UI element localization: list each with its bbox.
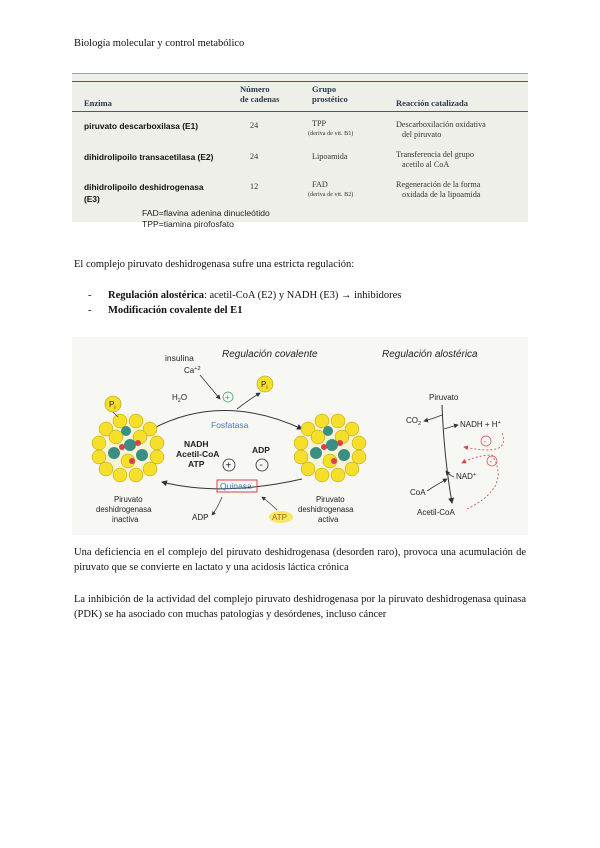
plus-sign: + (225, 460, 232, 472)
reaction-e1-1: Descarboxilación oxidativa (396, 120, 486, 129)
chains-e1: 24 (250, 121, 259, 130)
label-adp-top: ADP (252, 445, 270, 455)
col-chains-1: Número (240, 84, 270, 94)
active-1: Piruvato (316, 495, 345, 504)
page-header: Biología molecular y control metabólico (74, 38, 245, 49)
enzyme-e2: dihidrolipoilo transacetilasa (E2) (84, 152, 214, 162)
inactive-2: deshidrogenasa (96, 505, 152, 514)
minus-allo-1: - (483, 437, 487, 446)
reaction-e2-1: Transferencia del grupo (396, 150, 474, 159)
active-3: activa (318, 515, 339, 524)
col-group-2: prostético (312, 94, 348, 104)
group-e3: FAD (312, 180, 328, 189)
label-nadh: NADH (184, 439, 209, 449)
plus-top: + (225, 393, 230, 402)
footnote-fad: FAD=flavina adenina dinucleótido (142, 208, 270, 218)
enzyme-e3-1: dihidrolipoilo deshidrogenasa (84, 182, 204, 192)
label-atp-bottom: ATP (272, 513, 287, 522)
inactive-1: Piruvato (114, 495, 143, 504)
group-e2: Lipoamida (312, 152, 348, 161)
enzyme-e1: piruvato descarboxilasa (E1) (84, 121, 199, 131)
col-group-1: Grupo (312, 84, 337, 94)
allo-coa: CoA (410, 488, 426, 497)
reaction-e2-2: acetilo al CoA (402, 160, 450, 169)
ca-text: Ca (184, 366, 195, 375)
allo-piruvato: Piruvato (429, 393, 459, 402)
label-quinasa: Quinasa (220, 481, 252, 491)
h2o-sub: 2 (177, 398, 181, 404)
h2o-h: H (172, 393, 178, 402)
enzyme-cluster-inactive (92, 413, 164, 482)
enzyme-table (72, 73, 528, 222)
label-fosfatasa: Fosfatasa (211, 420, 249, 430)
group-e1: TPP (312, 119, 327, 128)
col-reaction: Reacción catalizada (396, 98, 468, 108)
col-chains-2: de cadenas (240, 94, 280, 104)
paragraph-pdk: La inhibición de la actividad del complejo piruvato deshidrogenasa por la piruvato deshidrogenasa quinasa (PDK) se ha asociado con muchas patologías y desórdenes, incluso cáncer (74, 594, 526, 620)
label-insulina: insulina (165, 353, 194, 363)
col-enzyme: Enzima (84, 98, 112, 108)
h2o-o: O (180, 393, 188, 402)
paragraph-deficiency: Una deficiencia en el complejo del piruvato deshidrogenasa (desorden raro), provoca una acumulación de piruvato que se convierte en lactato y una acidosis láctica crónica (74, 547, 526, 573)
group-note-e3: (deriva de vit. B2) (308, 191, 354, 198)
label-atp: ATP (188, 459, 205, 469)
pi-left: $P_i$ (109, 400, 116, 411)
allo-nad: NAD+ (456, 472, 477, 481)
label-acetil: Acetil-CoA (176, 449, 220, 459)
title-covalent: Regulación covalente (222, 349, 318, 360)
minus-sign: - (259, 460, 263, 471)
pi-right: $P_i$ (261, 380, 268, 391)
enzyme-cluster-active (294, 413, 366, 482)
chains-e3: 12 (250, 182, 259, 191)
bullet-1-bold: Regulación alostérica (108, 290, 204, 301)
group-note-e1: (deriva de vit. B1) (308, 130, 354, 137)
bullet-1 (88, 290, 401, 301)
regulation-figure (72, 337, 528, 535)
reaction-e3-2: oxidada de la lipoamida (402, 190, 481, 199)
label-adp-bottom: ADP (192, 513, 209, 522)
bullet-1-text: : acetil-CoA (E2) y NADH (E3) → inhibidores (203, 290, 402, 301)
enzyme-e3-2: (E3) (84, 194, 100, 204)
allo-acetil: Acetil-CoA (417, 508, 455, 517)
footnote-tpp: TPP=tiamina pirofosfato (142, 219, 234, 229)
allo-nadh: NADH + H+ (460, 420, 501, 429)
reaction-e3-1: Regeneración de la forma (396, 180, 481, 189)
chains-e2: 24 (250, 152, 259, 161)
active-2: deshidrogenasa (298, 505, 354, 514)
bullet-2-bold: Modificación covalente del E1 (108, 305, 243, 316)
title-allosteric: Regulación alostérica (382, 349, 478, 360)
allo-co2: $CO_2$ (406, 416, 422, 427)
bullet-2 (88, 305, 242, 316)
inactive-3: inactiva (112, 515, 139, 524)
intro-text: El complejo piruvato deshidrogenasa sufre una estricta regulación: (74, 259, 355, 270)
bullet-dash: - (88, 290, 92, 301)
ca-sup: +2 (194, 366, 201, 372)
table-footnotes (72, 208, 270, 230)
bullet-dash: - (88, 305, 92, 316)
minus-allo-2: - (489, 457, 493, 466)
reaction-e1-2: del piruvato (402, 130, 442, 139)
